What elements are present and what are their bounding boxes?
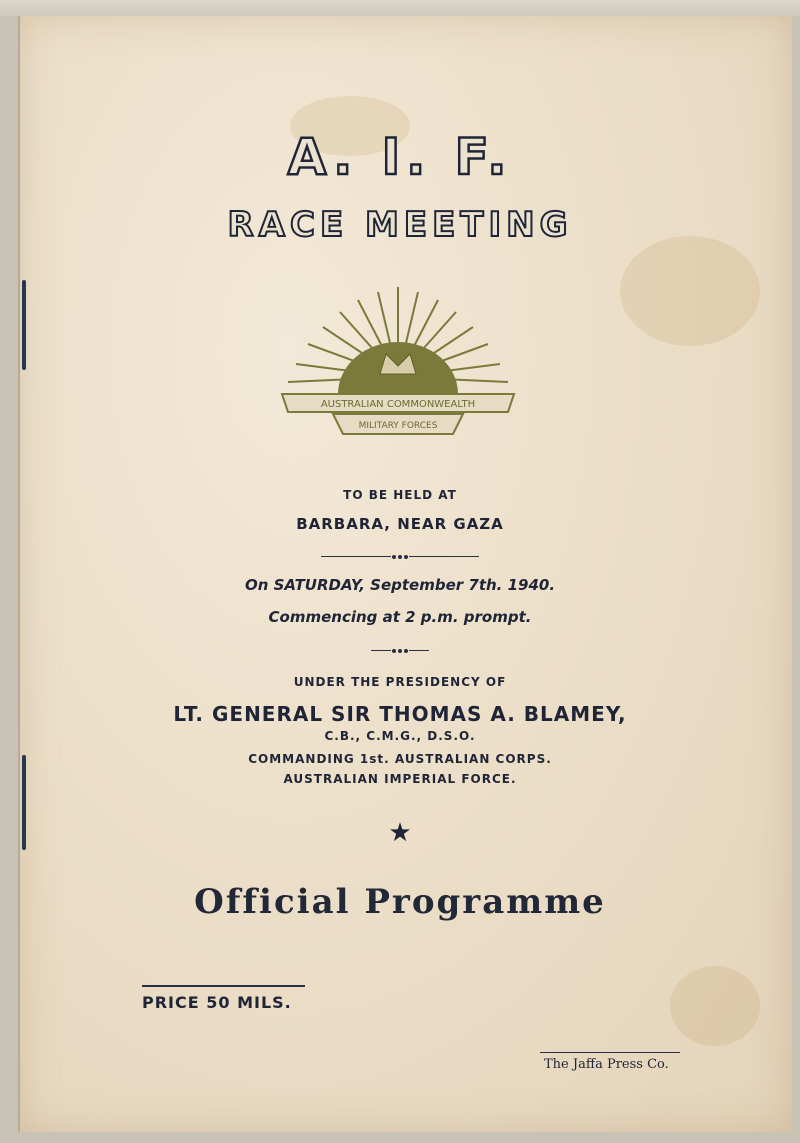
time-line: Commencing at 2 p.m. prompt. xyxy=(268,608,532,626)
printer-rule xyxy=(540,1052,680,1053)
rising-sun-badge-icon xyxy=(278,282,518,452)
svg-text:MILITARY FORCES: MILITARY FORCES xyxy=(358,421,438,431)
divider-ornament xyxy=(0,640,800,659)
date-line: On SATURDAY, September 7th. 1940. xyxy=(244,576,556,594)
stain xyxy=(670,966,760,1046)
stain xyxy=(620,236,760,346)
printer-imprint: The Jaffa Press Co. xyxy=(544,1057,669,1072)
programme-title: Official Programme xyxy=(194,882,606,922)
top-edge xyxy=(0,0,800,16)
divider-ornament xyxy=(0,546,800,565)
price-rule xyxy=(142,985,305,987)
president-name: LT. GENERAL SIR THOMAS A. BLAMEY, xyxy=(173,702,627,726)
president-honours: C.B., C.M.G., D.S.O. xyxy=(324,729,476,743)
held-at-label: TO BE HELD AT xyxy=(343,488,457,502)
location: BARBARA, NEAR GAZA xyxy=(296,515,504,533)
price: PRICE 50 MILS. xyxy=(142,993,292,1012)
page-subtitle: RACE MEETING xyxy=(227,205,573,245)
page-title: A. I. F. xyxy=(287,128,513,186)
svg-text:AUSTRALIAN COMMONWEALTH: AUSTRALIAN COMMONWEALTH xyxy=(320,399,476,410)
staple xyxy=(22,280,26,370)
command-line: COMMANDING 1st. AUSTRALIAN CORPS. xyxy=(248,752,552,766)
command-line: AUSTRALIAN IMPERIAL FORCE. xyxy=(283,772,517,786)
star-icon: ★ xyxy=(388,818,412,848)
presidency-label: UNDER THE PRESIDENCY OF xyxy=(293,675,507,689)
